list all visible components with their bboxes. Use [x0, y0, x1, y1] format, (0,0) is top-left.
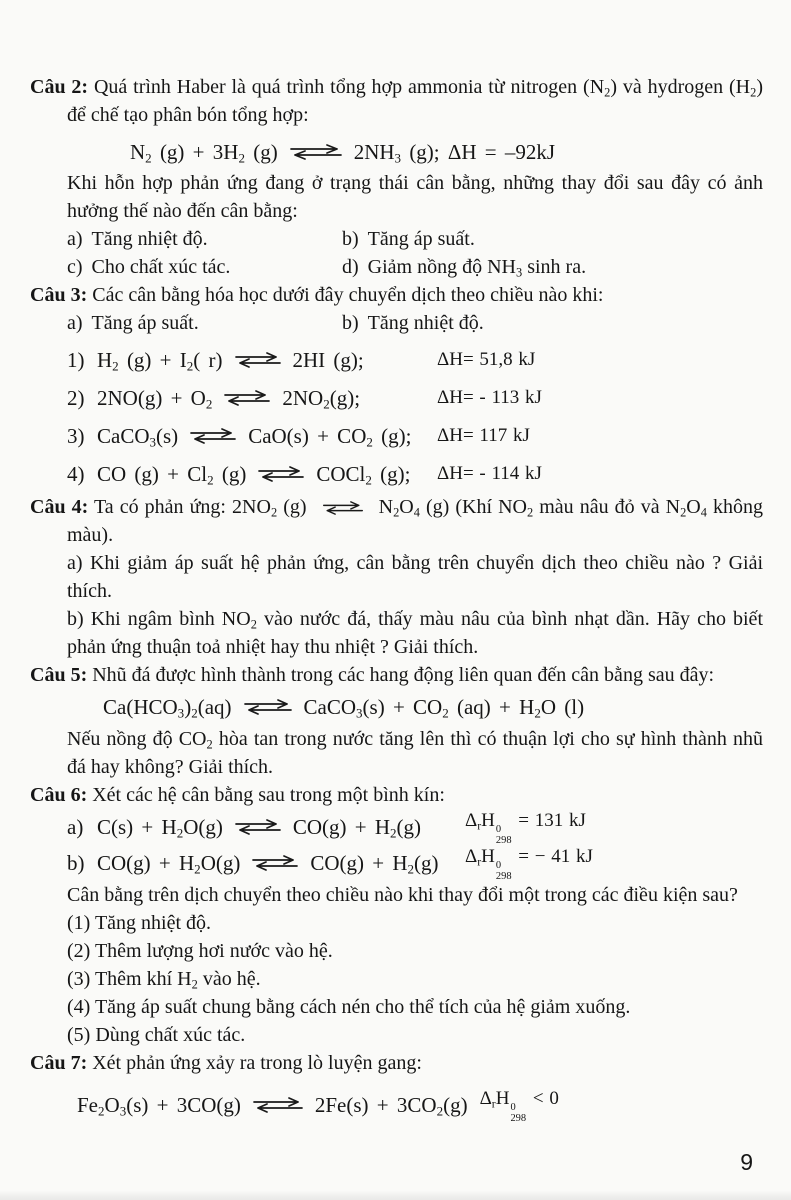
reaction-2 [67, 379, 763, 417]
question-2-intro-text: Quá trình Haber là quá trình tổng hợp ammonia từ nitrogen $(N_2)$ và hydrogen $(H_2)$ để chế tạo phân bón tổng hợp: [67, 76, 763, 126]
question-4-pre: Ta có phản ứng: $2NO_2$ (g) [93, 496, 307, 520]
question-2-options-row-1 [30, 225, 763, 253]
option-d [342, 253, 586, 281]
reaction-3-enthalpy: ΔH= 117 kJ [437, 425, 530, 446]
option-a-text: Tăng áp suất. [91, 312, 199, 334]
question-6-label: Câu 6: [30, 784, 88, 806]
equation-blast-furnace-left: $Fe_2O_3(s) + 3CO(g)$ [77, 1093, 241, 1119]
question-4-part-a: a) Khi giảm áp suất hệ phản ứng, cân bằng trên chuyển dịch theo chiều nào ? Giải thích. [67, 552, 763, 602]
question-6-intro-text: Xét các hệ cân bằng sau trong một bình kín: [92, 784, 445, 806]
option-c [67, 253, 342, 281]
equilibrium-arrow-icon [232, 819, 284, 835]
reaction-b [67, 845, 763, 881]
condition-1: (1) Tăng nhiệt độ. [67, 912, 212, 934]
equation-blast-furnace [77, 1085, 763, 1125]
question-2-label: Câu 2: [30, 76, 89, 98]
equilibrium-arrow-icon [241, 699, 295, 715]
reaction-1-number: 1) [67, 348, 85, 372]
reaction-b-enthalpy: $\Delta_rH$ 0 298 = − 41 kJ [465, 846, 593, 882]
equilibrium-arrow-icon [319, 501, 367, 515]
option-a [67, 225, 342, 253]
equilibrium-arrow-icon [249, 855, 301, 871]
question-2-note: Khi hỗn hợp phản ứng đang ở trạng thái cân bằng, những thay đổi sau đây có ảnh hưởng thế nào đến cân bằng: [67, 172, 763, 222]
equation-stalactite-right: CaCO$_3$(s) + $CO_2$ $(aq) + H_2O$ (l) [303, 695, 585, 721]
question-5-note: Nếu nồng độ $CO_2$ hòa tan trong nước tăng lên thì có thuận lợi cho sự hình thành nhũ đá hay không? Giải thích. [67, 728, 764, 778]
reaction-4-left: CO $(g) + Cl_2$ (g) [97, 462, 247, 488]
question-3-intro [30, 281, 763, 309]
question-6-note: Cân bằng trên dịch chuyển theo chiều nào khi thay đổi một trong các điều kiện sau? [67, 884, 738, 906]
option-b [342, 309, 484, 337]
reaction-a-left: $C(s) + H_2O(g)$ [97, 815, 223, 841]
question-5 [30, 661, 763, 781]
question-3-reactions [30, 341, 763, 493]
equilibrium-arrow-icon [250, 1097, 306, 1113]
question-2-options-row-2 [30, 253, 763, 281]
reaction-b-number: b) [67, 851, 85, 875]
question-3-intro-text: Các cân bằng hóa học dưới đây chuyển dịch theo chiều nào khi: [92, 284, 604, 306]
equilibrium-arrow-icon [287, 144, 345, 160]
option-d-text: Giảm nồng độ $NH_3$ sinh ra. [367, 256, 587, 280]
reaction-a-right: $CO(g) + H_2(g)$ [292, 815, 422, 841]
option-b [342, 225, 475, 253]
reaction-b-right: $CO(g) + H_2(g)$ [310, 851, 439, 877]
reaction-b-left: $CO(g) + H_2O(g)$ [97, 851, 241, 877]
scan-edge-shadow [0, 1190, 791, 1200]
equation-stalactite [103, 689, 763, 725]
page-number: 9 [740, 1149, 753, 1175]
equation-haber [130, 135, 763, 169]
reaction-1-enthalpy: ΔH= 51,8 kJ [437, 349, 536, 370]
condition-3: (3) Thêm khí $H_2$ vào hệ. [67, 968, 261, 992]
reaction-3-right: $CaO(s) + CO_2$ (g); [248, 424, 412, 450]
question-5-intro [30, 661, 763, 689]
question-6 [30, 781, 763, 1049]
option-c-text: Cho chất xúc tác. [91, 256, 231, 278]
reaction-3 [67, 417, 763, 455]
question-5-label: Câu 5: [30, 664, 88, 686]
reaction-4 [67, 455, 763, 493]
question-4-label: Câu 4: [30, 496, 89, 518]
reaction-3-number: 3) [67, 424, 85, 448]
option-a [67, 309, 342, 337]
reaction-2-right: $2NO_2(g)$; [282, 386, 361, 412]
question-3-label: Câu 3: [30, 284, 88, 306]
question-6-intro [30, 781, 763, 809]
condition-4: (4) Tăng áp suất chung bằng cách nén cho thể tích của hệ giảm xuống. [67, 996, 631, 1018]
reaction-2-number: 2) [67, 386, 85, 410]
question-5-intro-text: Nhũ đá được hình thành trong các hang động liên quan đến cân bằng sau đây: [92, 664, 715, 686]
option-b-text: Tăng nhiệt độ. [367, 312, 484, 334]
reaction-a-enthalpy: $\Delta_rH$ 0 298 = 131 kJ [465, 810, 586, 846]
equilibrium-arrow-icon [255, 466, 307, 482]
reaction-1 [67, 341, 763, 379]
question-7-intro-text: Xét phản ứng xảy ra trong lò luyện gang: [92, 1052, 422, 1074]
reaction-3-left: CaCO$_3$(s) [97, 424, 179, 450]
condition-5: (5) Dùng chất xúc tác. [67, 1024, 246, 1046]
reaction-2-left: $2NO(g) + O_2$ [97, 386, 213, 412]
question-4-post: $N_2O_4$ (g) (Khí $NO_2$ màu nâu đỏ và $N_2O_4$ không màu). [67, 496, 764, 546]
question-7-intro [30, 1049, 763, 1077]
reaction-1-left: $H_2$ $(g) + I_2$( r) [97, 348, 223, 374]
equation-haber-right: $2NH_3$ (g); ΔH = –92kJ [353, 140, 556, 166]
reaction-a-number: a) [67, 815, 84, 839]
option-b-text: Tăng áp suất. [367, 228, 475, 250]
option-a-text: Tăng nhiệt độ. [91, 228, 208, 250]
reaction-2-enthalpy: ΔH= - 113 kJ [437, 387, 542, 408]
equilibrium-arrow-icon [221, 390, 273, 406]
equation-stalactite-left: $Ca(HCO_3)_2(aq)$ [103, 695, 232, 721]
option-d-key: d) [342, 256, 359, 278]
option-b-key: b) [342, 228, 359, 250]
reaction-1-right: 2HI (g); [292, 348, 364, 372]
equation-blast-furnace-enthalpy: $\Delta_rH$ 0 298 < 0 [479, 1088, 559, 1124]
question-2-intro [30, 73, 763, 129]
reaction-a [67, 809, 763, 845]
option-a-key: a) [67, 228, 83, 250]
option-a-key: a) [67, 312, 83, 334]
question-3-options-row [30, 309, 763, 337]
reaction-4-enthalpy: ΔH= - 114 kJ [437, 463, 542, 484]
question-7-label: Câu 7: [30, 1052, 88, 1074]
reaction-4-number: 4) [67, 462, 85, 486]
option-c-key: c) [67, 256, 83, 278]
question-4-intro [30, 493, 763, 549]
equilibrium-arrow-icon [187, 428, 239, 444]
question-4 [30, 493, 763, 661]
question-7 [30, 1049, 763, 1125]
equilibrium-arrow-icon [232, 352, 284, 368]
question-3 [30, 281, 763, 493]
equation-haber-left: $N_2$ $(g) + 3H_2$ (g) [130, 140, 278, 166]
condition-2: (2) Thêm lượng hơi nước vào hệ. [67, 940, 333, 962]
reaction-4-right: COCl$_2$ (g); [316, 462, 411, 488]
question-2 [30, 73, 763, 281]
equation-blast-furnace-right: $2Fe(s) + 3CO_2(g)$ [314, 1093, 468, 1119]
option-b-key: b) [342, 312, 359, 334]
question-6-conditions [30, 909, 763, 1049]
question-4-part-b: b) Khi ngâm bình $NO_2$ vào nước đá, thấy màu nâu của bình nhạt dần. Hãy cho biết phản ứng thuận toả nhiệt hay thu nhiệt ? Giải thích. [67, 608, 763, 658]
